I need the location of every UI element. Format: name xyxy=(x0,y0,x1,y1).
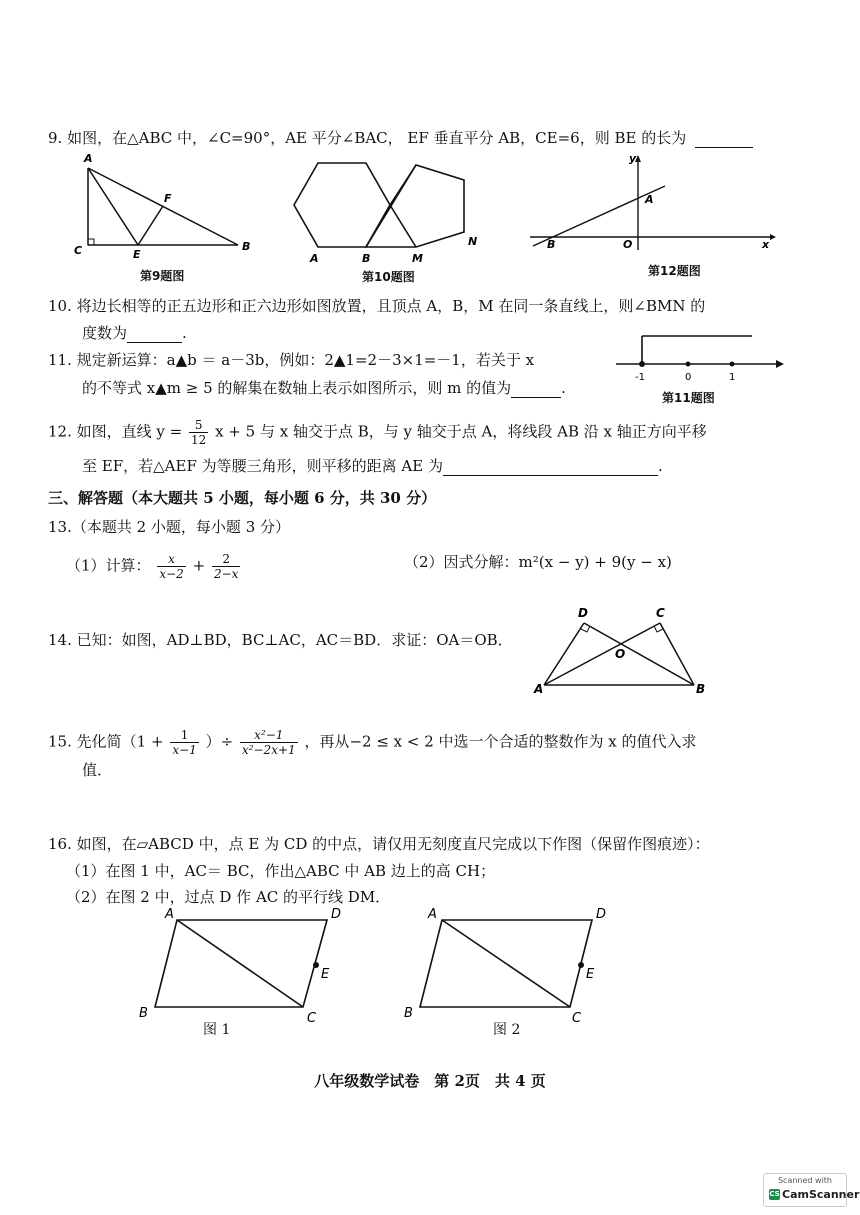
figure-14 xyxy=(532,605,717,697)
fraction xyxy=(170,728,198,757)
question-text: ，再从−2 ≤ x < 2 中选一个合适的整数作为 x 的值代入求 xyxy=(304,732,697,751)
figure-9-caption: 第9题图 xyxy=(140,269,185,283)
tick-label: -1 xyxy=(635,372,645,383)
question-text: 度数为 xyxy=(82,324,128,342)
label-c: C xyxy=(656,606,665,620)
answer-blank[interactable] xyxy=(511,397,561,398)
question-text: 的不等式 x▲m ≥ 5 的解集在数轴上表示如图所示，则 m 的值为 xyxy=(82,379,512,397)
question-text: . xyxy=(561,379,566,397)
question-13-part2: （2）因式分解：m²(x − y) + 9(y − x) xyxy=(404,553,672,571)
label-b: B xyxy=(547,238,556,251)
numerator: 2 xyxy=(212,552,240,567)
figure-12 xyxy=(525,150,780,255)
question-text: 将边长相等的正五边形和正六边形如图放置，且顶点 A，B，M 在同一条直线上，则∠BMN 的 xyxy=(76,297,706,315)
figure-12-caption: 第12题图 xyxy=(648,264,701,278)
question-12 xyxy=(48,418,707,447)
label-e: E xyxy=(133,248,141,260)
operator: + xyxy=(192,556,206,575)
numerator: x²−1 xyxy=(240,728,298,743)
watermark-text: Scanned with xyxy=(777,1176,833,1185)
question-16-part1: （1）在图 1 中，AC＝ BC，作出△ABC 中 AB 边上的高 CH； xyxy=(66,862,496,880)
scanner-watermark xyxy=(763,1173,860,1207)
label-e: E xyxy=(321,967,330,982)
label-b: B xyxy=(139,1006,148,1021)
label-n: N xyxy=(468,235,478,248)
question-9 xyxy=(48,128,753,148)
figure-16-2 xyxy=(402,902,617,1027)
label-m: M xyxy=(412,252,423,265)
question-16 xyxy=(48,834,710,854)
page-footer: 八年级数学试卷 第 2页 共 4 页 xyxy=(314,1072,546,1090)
question-10-line2 xyxy=(82,323,187,343)
question-number: 14. xyxy=(48,631,72,649)
label-b: B xyxy=(362,252,371,265)
question-number: 11. xyxy=(48,351,72,369)
label-a: A xyxy=(534,682,544,696)
question-text: （1）计算： xyxy=(66,556,151,575)
label-c: C xyxy=(307,1011,317,1026)
numerator: 1 xyxy=(170,728,198,743)
tick-label: 0 xyxy=(685,372,692,383)
question-13-part1 xyxy=(66,552,242,581)
question-text: 规定新运算：a▲b ＝ a－3b，例如：2▲1=2－3×1=－1，若关于 x xyxy=(76,351,535,369)
fraction xyxy=(240,728,298,757)
question-text: 至 EF，若△AEF 为等腰三角形，则平移的距离 AE 为 xyxy=(82,457,443,475)
question-11-line2 xyxy=(82,378,566,398)
label-a: A xyxy=(645,193,654,206)
figure-9 xyxy=(70,150,260,260)
figure-11 xyxy=(612,330,787,385)
question-text: 如图，直线 y = xyxy=(76,422,183,441)
label-d: D xyxy=(578,606,588,620)
label-o: O xyxy=(615,647,626,661)
question-number: 9. xyxy=(48,129,63,147)
fraction xyxy=(212,552,240,581)
label-c: C xyxy=(74,244,83,257)
watermark-brand: CamScanner xyxy=(782,1188,860,1201)
label-x: x xyxy=(762,238,770,251)
label-b: B xyxy=(696,682,706,696)
denominator: 2−x xyxy=(213,567,239,581)
question-text: 先化简（1 + xyxy=(76,732,164,751)
question-11 xyxy=(48,350,534,370)
figure-10-caption: 第10题图 xyxy=(362,270,415,284)
label-a: A xyxy=(310,252,319,265)
label-d: D xyxy=(331,907,342,922)
question-number: 16. xyxy=(48,835,72,853)
question-text: . xyxy=(182,324,187,342)
question-12-line2 xyxy=(82,456,663,476)
label-d: D xyxy=(596,907,607,922)
question-text: 已知：如图，AD⊥BD，BC⊥AC，AC＝BD．求证：OA＝OB． xyxy=(76,631,513,649)
question-number: 10. xyxy=(48,297,72,315)
answer-blank[interactable] xyxy=(443,475,658,476)
label-e: E xyxy=(586,967,595,982)
label-c: C xyxy=(572,1011,582,1026)
denominator: x−1 xyxy=(172,743,197,757)
question-15-line2: 值． xyxy=(82,761,113,779)
label-y: y xyxy=(629,152,637,165)
question-number: 12. xyxy=(48,422,72,441)
fraction xyxy=(189,418,208,447)
figure-11-caption: 第11题图 xyxy=(662,391,715,405)
tick-label: 1 xyxy=(729,372,736,383)
question-16-part2: （2）在图 2 中，过点 D 作 AC 的平行线 DM． xyxy=(66,888,391,906)
question-text: . xyxy=(657,457,663,475)
numerator: x xyxy=(157,552,185,567)
label-b: B xyxy=(242,240,251,253)
question-text: 如图，在▱ABCD 中，点 E 为 CD 的中点，请仅用无刻度直尺完成以下作图（保留作图痕迹）： xyxy=(76,835,710,853)
question-text: x + 5 与 x 轴交于点 B，与 y 轴交于点 A，将线段 AB 沿 x 轴正方向平移 xyxy=(215,422,707,441)
question-13-heading: 13.（本题共 2 小题，每小题 3 分） xyxy=(48,518,291,536)
denominator: x²−2x+1 xyxy=(241,743,296,757)
figure-16-2-caption: 图 2 xyxy=(493,1022,521,1038)
figure-16-1 xyxy=(135,902,350,1027)
question-14 xyxy=(48,630,513,650)
denominator: x−2 xyxy=(159,567,184,581)
question-10 xyxy=(48,296,705,316)
answer-blank[interactable] xyxy=(127,342,182,343)
camscanner-logo-icon: CS xyxy=(769,1190,780,1198)
label-o: O xyxy=(623,238,633,251)
denominator: 12 xyxy=(191,433,207,447)
fraction xyxy=(157,552,185,581)
label-b: B xyxy=(404,1006,413,1021)
label-a: A xyxy=(84,152,93,165)
label-f: F xyxy=(164,192,172,205)
question-text: ）÷ xyxy=(205,732,234,751)
section-title: 三、解答题（本大题共 5 小题，每小题 6 分，共 30 分） xyxy=(48,489,437,507)
numerator: 5 xyxy=(189,418,208,433)
figure-10 xyxy=(290,150,490,265)
label-a: A xyxy=(165,907,174,922)
question-15 xyxy=(48,728,697,757)
question-number: 15. xyxy=(48,732,72,751)
answer-blank[interactable] xyxy=(695,147,753,148)
figure-16-1-caption: 图 1 xyxy=(203,1022,231,1038)
question-text: 如图，在△ABC 中，∠C=90°，AE 平分∠BAC， EF 垂直平分 AB，CE=6，则 BE 的长为 xyxy=(67,129,687,147)
label-a: A xyxy=(428,907,437,922)
